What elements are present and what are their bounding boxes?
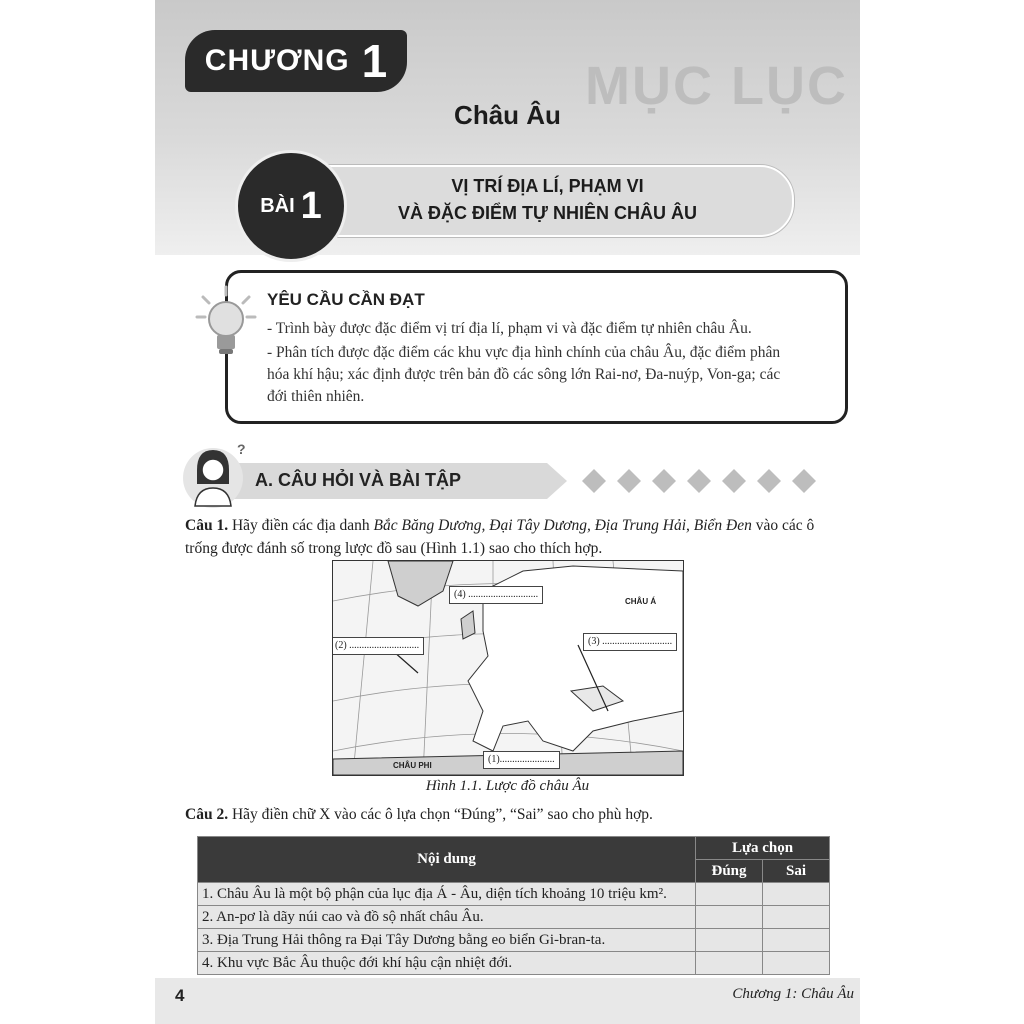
lesson-badge <box>235 150 347 262</box>
table-cell-statement: 3. Địa Trung Hải thông ra Đại Tây Dương bằng eo biển Gi-bran-ta. <box>198 929 696 952</box>
lesson-title <box>315 173 780 227</box>
answer-cell-true[interactable] <box>696 906 763 929</box>
requirement-line: - Phân tích được đặc điểm các khu vực địa hình chính của châu Âu, đặc điểm phân <box>267 344 781 361</box>
table-cell-statement: 2. An-pơ là dãy núi cao và đồ sộ nhất châu Âu. <box>198 906 696 929</box>
table-cell-statement: 4. Khu vực Bắc Âu thuộc đới khí hậu cận nhiệt đới. <box>198 952 696 975</box>
col-header-choice: Lựa chọn <box>696 837 830 860</box>
answer-cell-false[interactable] <box>763 883 830 906</box>
table-row <box>198 906 830 929</box>
answer-cell-true[interactable] <box>696 952 763 975</box>
question-1-place-names: Bắc Băng Dương, Đại Tây Dương, Địa Trung Hải, Biển Đen <box>373 517 752 534</box>
student-avatar-icon <box>183 440 253 510</box>
lightbulb-icon <box>195 285 257 365</box>
answer-cell-false[interactable] <box>763 906 830 929</box>
col-header-false: Sai <box>763 860 830 883</box>
col-header-content: Nội dung <box>198 837 696 883</box>
chapter-number: 1 <box>361 35 388 87</box>
table-row <box>198 929 830 952</box>
footer-chapter-label: Chương 1: Châu Âu <box>732 986 854 1002</box>
lesson-word: BÀI <box>260 194 295 217</box>
chapter-word: CHƯƠNG <box>204 44 350 77</box>
map-blank-2: (2) ............................ <box>332 637 424 655</box>
question-1-line2: trống được đánh số trong lược đồ sau (Hình 1.1) sao cho thích hợp. <box>185 540 603 557</box>
map-label-asia: CHÂU Á <box>625 597 657 606</box>
question-1-label: Câu 1. <box>185 517 229 534</box>
answer-cell-false[interactable] <box>763 929 830 952</box>
map-blank-3: (3) ............................ <box>583 633 677 651</box>
requirement-line: hóa khí hậu; xác định được trên bản đồ các sông lớn Rai-nơ, Đa-nuýp, Von-ga; các <box>267 366 781 383</box>
question-2-text: Hãy điền chữ X vào các ô lựa chọn “Đúng”, “Sai” sao cho phù hợp. <box>231 806 653 823</box>
answer-cell-false[interactable] <box>763 952 830 975</box>
map-blank-4: (4) ............................ <box>449 586 543 604</box>
map-label-africa: CHÂU PHI <box>393 761 432 770</box>
question-mark-text: ? <box>237 441 246 457</box>
true-false-table <box>197 836 830 975</box>
col-header-true: Đúng <box>696 860 763 883</box>
lesson-title-line1: VỊ TRÍ ĐỊA LÍ, PHẠM VI <box>451 176 644 196</box>
requirements-title: YÊU CẦU CẦN ĐẠT <box>267 290 425 309</box>
lesson-title-line2: VÀ ĐẶC ĐIỂM TỰ NHIÊN CHÂU ÂU <box>398 203 697 223</box>
table-row <box>198 952 830 975</box>
question-1-text-b: vào các ô <box>755 517 815 534</box>
chapter-title: Châu Âu <box>454 100 561 130</box>
answer-cell-true[interactable] <box>696 883 763 906</box>
requirement-line: đới thiên nhiên. <box>267 388 365 405</box>
table-row <box>198 883 830 906</box>
watermark-text: MỤC LỤC <box>585 56 848 116</box>
question-2 <box>185 806 653 824</box>
requirement-line: - Trình bày được đặc điểm vị trí địa lí, phạm vi và đặc điểm tự nhiên châu Âu. <box>267 320 752 337</box>
table-cell-statement: 1. Châu Âu là một bộ phận của lục địa Á - Âu, diện tích khoảng 10 triệu km². <box>198 883 696 906</box>
europe-map <box>332 560 684 776</box>
section-title: A. CÂU HỎI VÀ BÀI TẬP <box>255 470 462 490</box>
map-caption: Hình 1.1. Lược đồ châu Âu <box>425 778 590 794</box>
lesson-number: 1 <box>300 184 322 227</box>
question-1-text-a: Hãy điền các địa danh <box>231 517 370 534</box>
map-blank-1: (1)...................... <box>483 751 560 769</box>
question-2-label: Câu 2. <box>185 806 229 823</box>
chapter-badge <box>185 30 407 92</box>
answer-cell-true[interactable] <box>696 929 763 952</box>
book-page <box>155 0 860 1024</box>
page-number: 4 <box>175 986 185 1005</box>
question-1 <box>185 517 814 535</box>
